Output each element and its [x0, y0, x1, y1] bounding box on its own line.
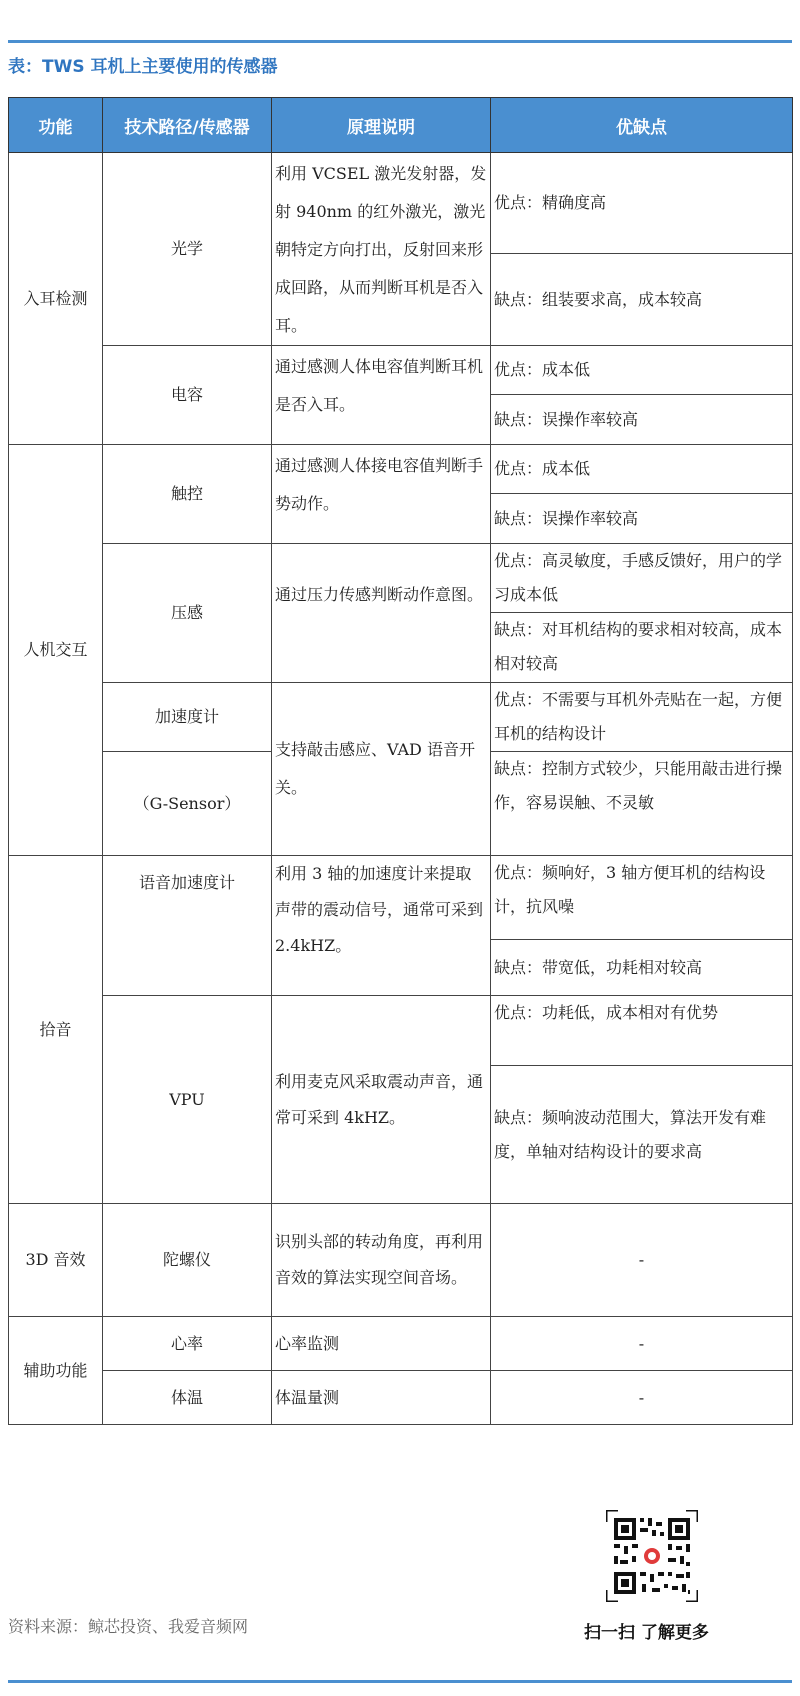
principle-cell: 体温量测	[272, 1371, 491, 1425]
sensor-cell: VPU	[103, 996, 272, 1204]
con-cell: 缺点：频响波动范围大，算法开发有难度，单轴对结构设计的要求高	[491, 1066, 793, 1204]
table-row	[9, 996, 793, 1066]
sensor-cell: （G-Sensor）	[103, 752, 272, 856]
table-row	[9, 153, 793, 254]
bottom-rule	[8, 1680, 792, 1683]
table-row	[9, 1317, 793, 1371]
sensor-cell: 心率	[103, 1317, 272, 1371]
principle-cell: 利用 3 轴的加速度计来提取声带的震动信号，通常可采到 2.4kHZ。	[272, 856, 491, 996]
pro-cell: 优点：频响好，3 轴方便耳机的结构设计，抗风噪	[491, 856, 793, 940]
pro-cell: 优点：不需要与耳机外壳贴在一起，方便耳机的结构设计	[491, 683, 793, 752]
principle-cell: 识别头部的转动角度，再利用音效的算法实现空间音场。	[272, 1204, 491, 1317]
top-rule	[8, 40, 792, 43]
qr-caption: 扫一扫 了解更多	[584, 1623, 709, 1643]
sensor-cell: 触控	[103, 445, 272, 544]
header-principle: 原理说明	[272, 98, 491, 153]
function-cell: 辅助功能	[9, 1317, 103, 1425]
pros-cons-cell: -	[491, 1371, 793, 1425]
table-row	[9, 346, 793, 395]
function-cell: 拾音	[9, 856, 103, 1204]
header-pros-cons: 优缺点	[491, 98, 793, 153]
sensor-cell: 语音加速度计	[103, 856, 272, 996]
pro-cell: 优点：成本低	[491, 346, 793, 395]
con-cell: 缺点：误操作率较高	[491, 395, 793, 445]
principle-cell: 支持敲击感应、VAD 语音开关。	[272, 683, 491, 856]
table-header-row	[9, 98, 793, 153]
table-row	[9, 445, 793, 494]
pros-cons-cell: -	[491, 1317, 793, 1371]
header-sensor: 技术路径/传感器	[103, 98, 272, 153]
source-note: 资料来源：鲸芯投资、我爱音频网	[8, 1617, 249, 1636]
table-row	[9, 683, 793, 752]
function-cell: 入耳检测	[9, 153, 103, 445]
sensor-cell: 体温	[103, 1371, 272, 1425]
sensor-cell: 电容	[103, 346, 272, 445]
con-cell: 缺点：控制方式较少，只能用敲击进行操作，容易误触、不灵敏	[491, 752, 793, 856]
sensor-table	[8, 97, 793, 1425]
table-row	[9, 856, 793, 940]
pro-cell: 优点：功耗低，成本相对有优势	[491, 996, 793, 1066]
sensor-cell: 光学	[103, 153, 272, 346]
principle-cell: 心率监测	[272, 1317, 491, 1371]
function-cell: 3D 音效	[9, 1204, 103, 1317]
sensor-cell: 陀螺仪	[103, 1204, 272, 1317]
principle-cell: 通过感测人体电容值判断耳机是否入耳。	[272, 346, 491, 445]
page-title: 表：TWS 耳机上主要使用的传感器	[8, 57, 278, 77]
con-cell: 缺点：对耳机结构的要求相对较高，成本相对较高	[491, 613, 793, 683]
pro-cell: 优点：精确度高	[491, 153, 793, 254]
principle-cell: 通过压力传感判断动作意图。	[272, 544, 491, 683]
table-row	[9, 544, 793, 613]
principle-cell: 利用麦克风采取震动声音，通常可采到 4kHZ。	[272, 996, 491, 1204]
pros-cons-cell: -	[491, 1204, 793, 1317]
con-cell: 缺点：误操作率较高	[491, 494, 793, 544]
sensor-cell: 加速度计	[103, 683, 272, 752]
pro-cell: 优点：高灵敏度，手感反馈好，用户的学习成本低	[491, 544, 793, 613]
qr-code-icon	[606, 1510, 698, 1602]
function-cell: 人机交互	[9, 445, 103, 856]
table-row	[9, 1371, 793, 1425]
con-cell: 缺点：组装要求高，成本较高	[491, 254, 793, 346]
con-cell: 缺点：带宽低，功耗相对较高	[491, 940, 793, 996]
principle-cell: 通过感测人体接电容值判断手势动作。	[272, 445, 491, 544]
table-row	[9, 1204, 793, 1317]
sensor-cell: 压感	[103, 544, 272, 683]
principle-cell: 利用 VCSEL 激光发射器，发射 940nm 的红外激光，激光朝特定方向打出，反射回来形成回路，从而判断耳机是否入耳。	[272, 153, 491, 346]
pro-cell: 优点：成本低	[491, 445, 793, 494]
header-function: 功能	[9, 98, 103, 153]
